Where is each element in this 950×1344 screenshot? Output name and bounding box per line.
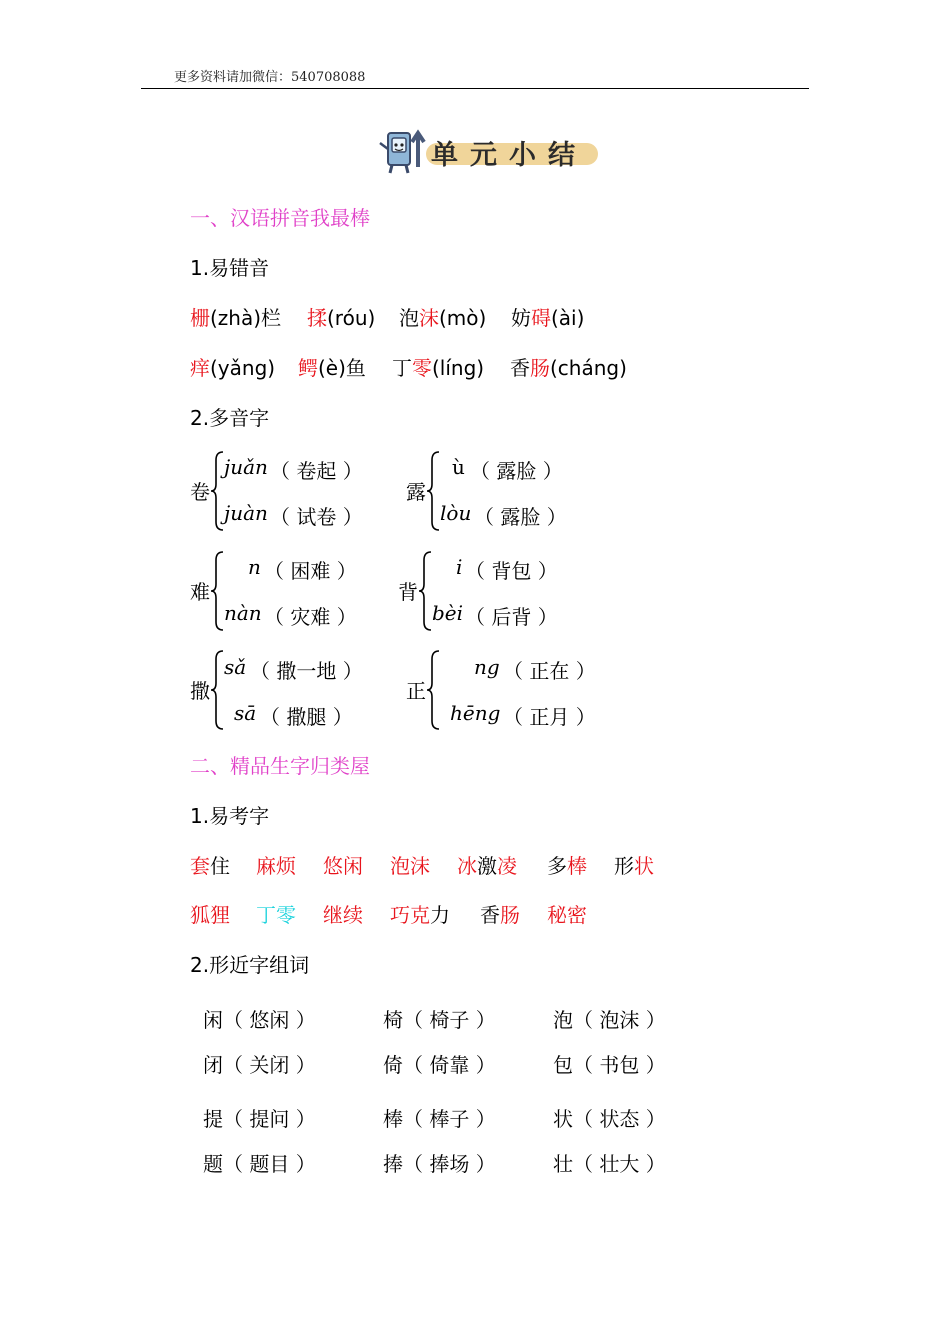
error-sound-item: 揉(róu) xyxy=(307,306,376,330)
word-text: （ 卷起 ） xyxy=(270,459,363,483)
exam-word: 泡沫 xyxy=(390,854,430,878)
word-text: （ 背包 ） xyxy=(465,559,558,583)
exam-word: 继续 xyxy=(323,903,363,927)
similar-char-item: 棒（ 棒子 ） xyxy=(383,1107,496,1131)
word-text: （ 露脸 ） xyxy=(470,459,563,483)
word-text: （ 露脸 ） xyxy=(474,505,567,529)
exam-word: 麻烦 xyxy=(256,854,296,878)
header-divider xyxy=(141,88,809,89)
polyphone-char: 难 xyxy=(190,580,210,604)
error-sound-item: 香肠(cháng) xyxy=(510,356,627,380)
banner-title: 单元小结 xyxy=(431,140,587,171)
exam-word: 香肠 xyxy=(480,903,520,927)
polyphone-char: 背 xyxy=(398,580,418,604)
exam-word: 冰激凌 xyxy=(457,854,517,878)
word-text: （ 困难 ） xyxy=(264,559,357,583)
section2-title: 二、精品生字归类屋 xyxy=(190,754,370,778)
exam-word: 形状 xyxy=(614,854,654,878)
error-sound-item: 丁零(líng) xyxy=(392,356,485,380)
similar-char-item: 闲（ 悠闲 ） xyxy=(203,1008,316,1032)
word-text: （ 撒腿 ） xyxy=(260,705,353,729)
error-sound-item: 痒(yǎng) xyxy=(190,356,276,380)
s1-sub1-label: 1.易错音 xyxy=(190,256,270,280)
similar-char-item: 题（ 题目 ） xyxy=(203,1152,316,1176)
similar-char-item: 提（ 提问 ） xyxy=(203,1107,316,1131)
error-sound-item: 栅(zhà)栏 xyxy=(190,306,282,330)
s1-sub2-label: 2.多音字 xyxy=(190,406,270,430)
pinyin-text: juàn xyxy=(224,501,268,525)
polyphone-char: 撒 xyxy=(190,679,210,703)
brace-icon xyxy=(426,649,442,731)
pinyin-text: bèi xyxy=(432,601,464,625)
exam-word: 套住 xyxy=(190,854,230,878)
exam-word: 巧克力 xyxy=(390,903,450,927)
exam-word: 狐狸 xyxy=(190,903,230,927)
similar-char-item: 椅（ 椅子 ） xyxy=(383,1008,496,1032)
pinyin-text: nàn xyxy=(224,601,262,625)
pinyin-text: ng xyxy=(474,655,500,679)
word-text: （ 正月 ） xyxy=(503,705,596,729)
word-text: （ 撒一地 ） xyxy=(250,659,363,683)
pinyin-text: i xyxy=(456,555,463,579)
word-text: （ 正在 ） xyxy=(503,659,596,683)
unit-summary-banner xyxy=(376,127,602,175)
exam-word: 丁零 xyxy=(256,903,296,927)
word-text: （ 试卷 ） xyxy=(270,505,363,529)
polyphone-char: 露 xyxy=(406,480,426,504)
word-text: （ 灾难 ） xyxy=(264,605,357,629)
page-header-text: 更多资料请加微信：540708088 xyxy=(174,70,366,85)
word-text: （ 后背 ） xyxy=(465,605,558,629)
pinyin-text: sā xyxy=(234,701,257,725)
similar-char-item: 状（ 状态 ） xyxy=(553,1107,666,1131)
s2-sub1-label: 1.易考字 xyxy=(190,804,270,828)
pinyin-text: sǎ xyxy=(224,655,247,679)
section1-title: 一、汉语拼音我最棒 xyxy=(190,206,370,230)
similar-char-item: 泡（ 泡沫 ） xyxy=(553,1008,666,1032)
similar-char-item: 壮（ 壮大 ） xyxy=(553,1152,666,1176)
error-sound-item: 妨碍(ài) xyxy=(511,306,585,330)
pinyin-text: lòu xyxy=(440,501,472,525)
similar-char-item: 包（ 书包 ） xyxy=(553,1053,666,1077)
similar-char-item: 闭（ 关闭 ） xyxy=(203,1053,316,1077)
pinyin-text: ù xyxy=(452,455,465,479)
similar-char-item: 捧（ 捧场 ） xyxy=(383,1152,496,1176)
pinyin-text: hēng xyxy=(450,701,501,725)
polyphone-char: 正 xyxy=(406,679,426,703)
polyphone-char: 卷 xyxy=(190,480,210,504)
mascot-icon xyxy=(376,127,426,175)
pinyin-text: n xyxy=(248,555,261,579)
pinyin-text: juǎn xyxy=(224,455,268,479)
exam-word: 多棒 xyxy=(547,854,587,878)
similar-char-item: 倚（ 倚靠 ） xyxy=(383,1053,496,1077)
s2-sub2-label: 2.形近字组词 xyxy=(190,953,310,977)
exam-word: 秘密 xyxy=(547,903,587,927)
error-sound-item: 泡沫(mò) xyxy=(399,306,487,330)
error-sound-item: 鳄(è)鱼 xyxy=(298,356,366,380)
exam-word: 悠闲 xyxy=(323,854,363,878)
